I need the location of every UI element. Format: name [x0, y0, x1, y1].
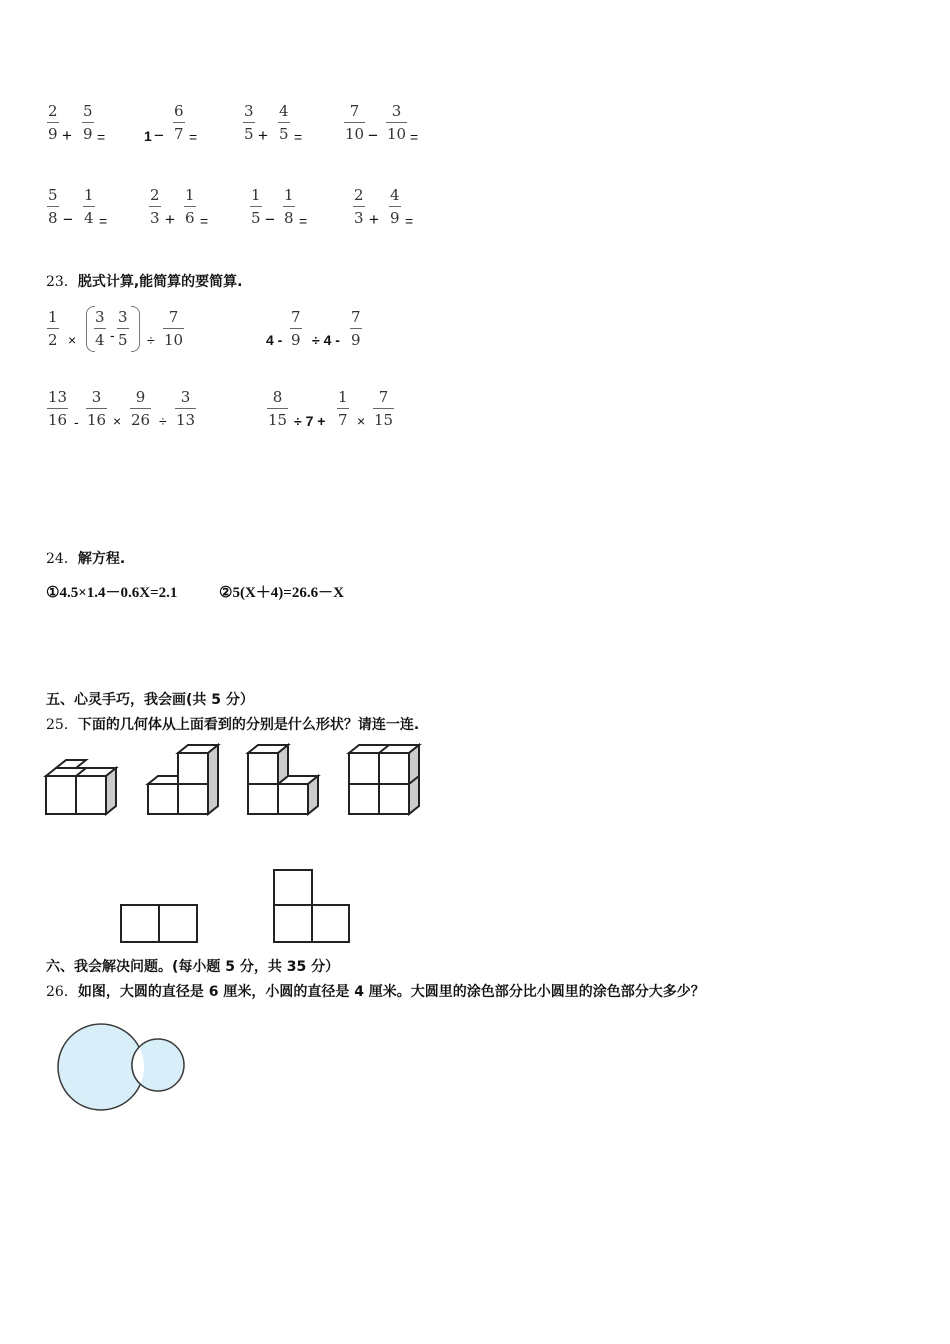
right-parenthesis	[131, 306, 140, 352]
minus-sign: -	[74, 414, 79, 430]
fraction: 1 4	[84, 186, 94, 227]
solid-figure-3	[242, 740, 327, 820]
cube-side-face	[308, 776, 318, 814]
equals-sign: =	[299, 213, 308, 229]
whole-number: 1	[144, 128, 152, 144]
operator: +	[369, 210, 379, 229]
equation-2: ②5(X＋4)=26.6－X	[219, 585, 344, 601]
fraction: 6 7	[174, 102, 184, 143]
fraction: 1 6	[185, 186, 195, 227]
cube-side-face	[208, 745, 218, 814]
equals-sign: =	[99, 213, 108, 229]
times-sign: ×	[357, 413, 366, 429]
times-sign: ×	[113, 413, 122, 429]
expression-text: 4 -	[266, 332, 283, 348]
equals-sign: =	[405, 213, 414, 229]
operator: +	[62, 126, 72, 145]
cube-side-face	[278, 745, 288, 784]
solid-figure-1	[40, 740, 125, 820]
square	[159, 905, 197, 942]
square	[312, 905, 349, 942]
fraction: 8 15	[268, 388, 288, 429]
top-view-shape-2	[273, 869, 353, 945]
question-26-title: 26．如图，大圆的直径是 6 厘米，小圆的直径是 4 厘米。大圆里的涂色部分比小圆里的涂色部分大多少？	[46, 984, 705, 1000]
cube-front-face	[76, 776, 106, 814]
fraction: 7 10	[164, 308, 184, 349]
overlapping-circles-figure	[55, 1021, 190, 1113]
cube-front-face	[379, 784, 409, 814]
fraction: 1 5	[251, 186, 261, 227]
cube-front-face	[278, 784, 308, 814]
big-circle	[58, 1024, 144, 1110]
fraction: 13 16	[48, 388, 68, 429]
cube-top-face	[56, 760, 86, 768]
cube-front-face	[349, 784, 379, 814]
equals-sign: =	[410, 129, 419, 145]
fraction	[46, 104, 60, 142]
numerator: 2	[48, 102, 58, 120]
fraction: 7 9	[351, 308, 361, 349]
cube-front-face	[46, 776, 76, 814]
equation-1: ①4.5×1.4－0.6X=2.1	[46, 585, 178, 601]
fraction: 5 9	[83, 102, 93, 143]
question-25-title: 25．下面的几何体从上面看到的分别是什么形状？请连一连.	[46, 717, 420, 733]
denominator: 9	[48, 125, 58, 143]
operator: −	[63, 210, 73, 229]
square	[121, 905, 159, 942]
section-5-title: 五、心灵手巧，我会画(共 5 分）	[46, 692, 254, 708]
fraction: 7 9	[291, 308, 301, 349]
cube-front-face	[379, 753, 409, 784]
question-23-title: 23．脱式计算,能简算的要简算.	[46, 274, 243, 290]
cube-front-face	[148, 784, 178, 814]
equals-sign: =	[97, 129, 106, 145]
question-24-title: 24．解方程.	[46, 551, 126, 567]
operator: +	[165, 210, 175, 229]
fraction: 7 10	[345, 102, 365, 143]
solid-figure-4	[343, 740, 428, 820]
divide-sign: ÷	[147, 332, 155, 348]
solid-figure-2	[142, 740, 227, 820]
top-view-shape-1	[120, 904, 200, 944]
fraction: 5 8	[48, 186, 58, 227]
square	[274, 905, 312, 942]
equals-sign: =	[294, 129, 303, 145]
fraction: 3 16	[87, 388, 107, 429]
fraction: 3 13	[176, 388, 196, 429]
fraction: 1 8	[284, 186, 294, 227]
fraction: 4 9	[390, 186, 400, 227]
equals-sign: =	[200, 213, 209, 229]
cube-front-face	[248, 753, 278, 784]
operator: −	[154, 126, 164, 145]
fraction: 9 26	[131, 388, 151, 429]
divide-sign: ÷	[159, 413, 167, 429]
operator: +	[258, 126, 268, 145]
fraction: 3 5	[244, 102, 254, 143]
fraction: 1 2	[48, 308, 58, 349]
cube-front-face	[349, 753, 379, 784]
cube-front-face	[178, 784, 208, 814]
fraction: 3 4	[95, 308, 105, 349]
fraction: 4 5	[279, 102, 289, 143]
operator: −	[265, 210, 275, 229]
fraction: 3 5	[118, 308, 128, 349]
operator: −	[368, 126, 378, 145]
fraction: 1 7	[338, 388, 348, 429]
square	[274, 870, 312, 905]
minus-sign: -	[110, 327, 115, 343]
fraction: 3 10	[387, 102, 407, 143]
cube-front-face	[248, 784, 278, 814]
fraction: 2 3	[150, 186, 160, 227]
section-6-title: 六、我会解决问题。(每小题 5 分，共 35 分）	[46, 959, 340, 975]
fraction: 2 3	[354, 186, 364, 227]
cube-front-face	[178, 753, 208, 784]
expression-text: ÷ 7 +	[294, 413, 326, 429]
expression-text: ÷ 4 -	[312, 332, 340, 348]
equals-sign: =	[189, 129, 198, 145]
fraction: 7 15	[374, 388, 394, 429]
times-sign: ×	[68, 332, 77, 348]
cube-side-face	[106, 768, 116, 814]
